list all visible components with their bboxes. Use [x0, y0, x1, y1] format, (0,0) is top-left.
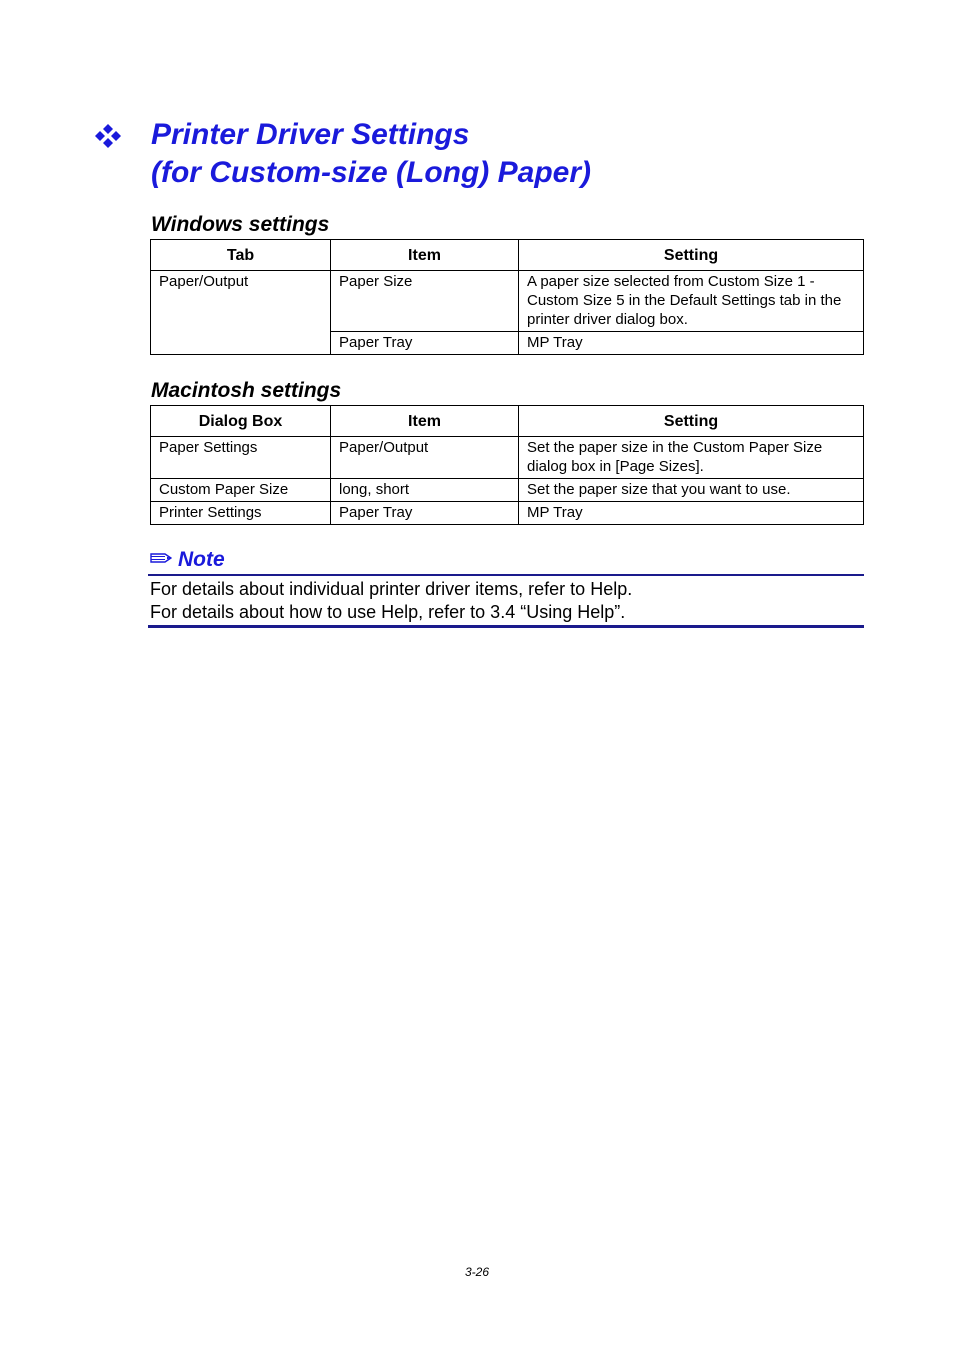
- macintosh-settings-heading: Macintosh settings: [151, 379, 342, 402]
- column-header-tab: Tab: [151, 240, 331, 271]
- table-cell: long, short: [331, 479, 519, 502]
- page-title-line-1: Printer Driver Settings: [151, 118, 470, 151]
- column-header-dialog-box: Dialog Box: [151, 406, 331, 437]
- column-header-setting: Setting: [519, 240, 864, 271]
- table-header-row: [151, 240, 864, 271]
- column-header-item: Item: [331, 406, 519, 437]
- table-cell: Custom Paper Size: [151, 479, 331, 502]
- table-cell: Paper Settings: [151, 437, 331, 479]
- table-cell: A paper size selected from Custom Size 1 -Custom Size 5 in the Default Settings tab in the printer driver dialog box.: [519, 271, 864, 332]
- table-cell: Paper Tray: [331, 332, 519, 355]
- table-cell: Printer Settings: [151, 502, 331, 525]
- table-cell: Set the paper size in the Custom Paper Size dialog box in [Page Sizes].: [519, 437, 864, 479]
- page-number: 3-26: [464, 1265, 490, 1279]
- note-body: [150, 578, 864, 624]
- windows-settings-table: [150, 239, 864, 355]
- table-cell: MP Tray: [519, 502, 864, 525]
- table-cell: Paper Size: [331, 271, 519, 332]
- table-row: [151, 479, 864, 502]
- column-header-setting: Setting: [519, 406, 864, 437]
- table-cell: MP Tray: [519, 332, 864, 355]
- table-cell: Paper/Output: [331, 437, 519, 479]
- note-bottom-divider: [148, 625, 864, 628]
- table-header-row: [151, 406, 864, 437]
- macintosh-settings-table: [150, 405, 864, 525]
- note-top-divider: [148, 574, 864, 576]
- note-heading-label: Note: [178, 548, 225, 571]
- four-diamond-bullet-icon: [94, 124, 122, 148]
- table-cell: Paper/Output: [151, 271, 331, 355]
- table-row: [151, 502, 864, 525]
- column-header-item: Item: [331, 240, 519, 271]
- table-row: [151, 271, 864, 332]
- page-title-line-2: (for Custom-size (Long) Paper): [151, 156, 591, 189]
- note-heading: [150, 547, 225, 573]
- pencil-icon: [150, 552, 172, 564]
- note-line-2: For details about how to use Help, refer to 3.4 “Using Help”.: [150, 602, 626, 622]
- table-cell: Set the paper size that you want to use.: [519, 479, 864, 502]
- table-row: [151, 437, 864, 479]
- table-cell: Paper Tray: [331, 502, 519, 525]
- note-line-1: For details about individual printer driver items, refer to Help.: [150, 579, 633, 599]
- page-title: [94, 116, 591, 192]
- windows-settings-heading: Windows settings: [151, 213, 330, 236]
